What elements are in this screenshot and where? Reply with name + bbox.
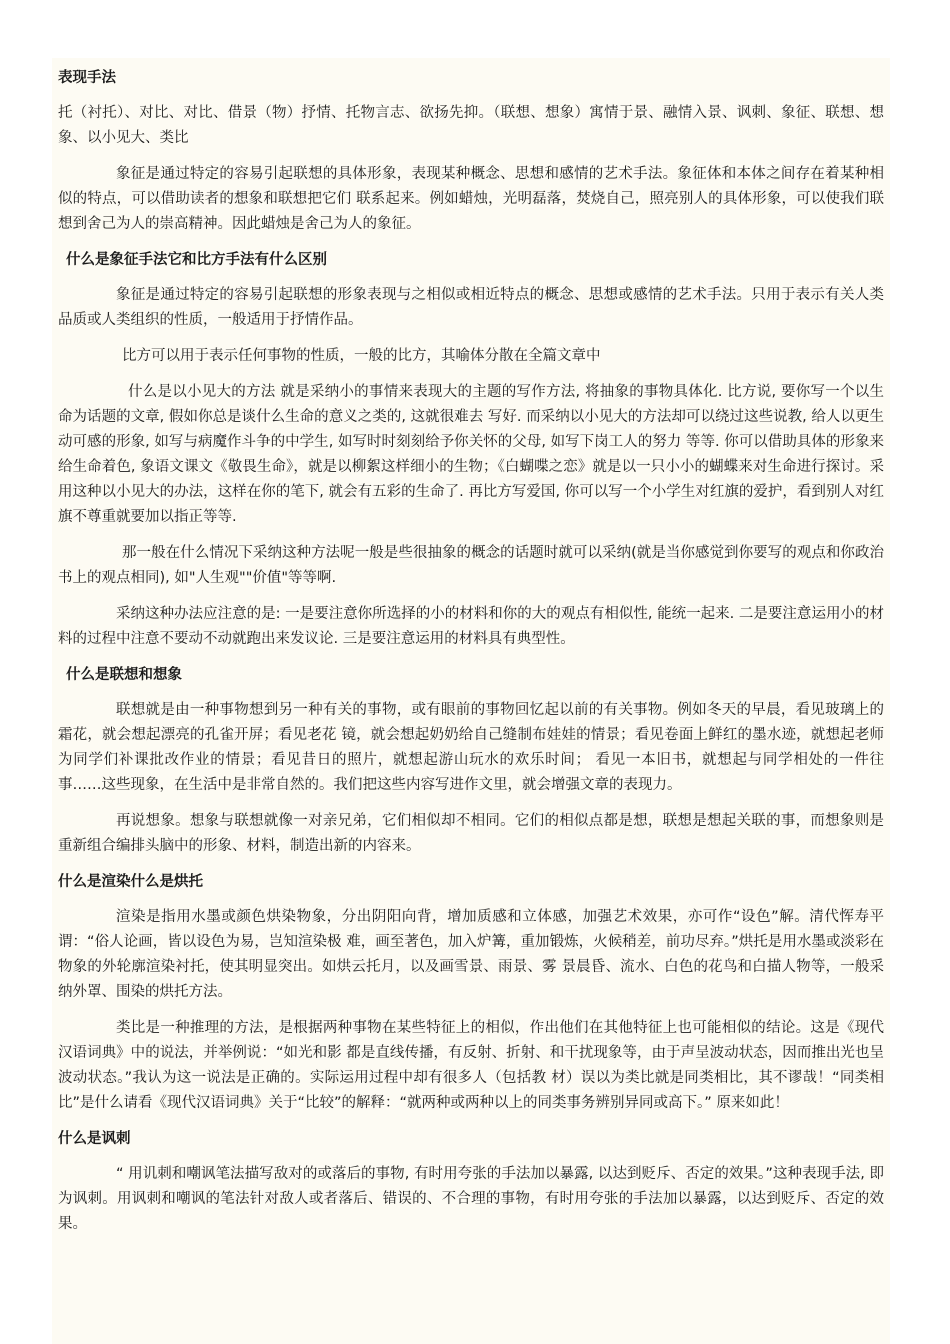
document-page <box>52 58 890 1344</box>
section-heading-association-imagination: 什么是联想和想象 <box>66 667 182 683</box>
paragraph-metaphor-usage: 比方可以用于表示任何事物的性质，一般的比方，其喻体分散在全篇文章中 <box>122 348 601 364</box>
paragraph-association: 联想就是由一种事物想到另一种有关的事物，或有眼前的事物回忆起以前的有关事物。例如冬天的早晨，看见玻璃上的霜花，就会想起漂亮的孔雀开屏；看见老花 镜，就会想起奶奶给自己缝制布娃娃的情景；看见卷面上鲜红的墨水迹，就想起老师为同学们补课批改作业的情景；看见昔日的照片，就想起游山玩水的欢乐时间； 看见一本旧书，就想起与同学相处的一件往事……这些现象，在生活中是非常自然的。我们把这些内容写进作文里，就会增强文章的表现力。 <box>58 702 884 793</box>
paragraph-analogy: 类比是一种推理的方法，是根据两种事物在某些特征上的相似，作出他们在其他特征上也可能相似的结论。这是《现代汉语词典》中的说法，并举例说：“如光和影 都是直线传播，有反射、折射、和干扰现象等，由于声呈波动状态，因而推出光也呈波动状态。”我认为这一说法是正确的。实际运用过程中却有很多人（包括教 材）误以为类比就是同类相比，其不谬哉！“同类相比”是什么请看《现代汉语词典》关于“比较”的解释：“就两种或两种以上的同类事务辨别异同或高下。” 原来如此！ <box>58 1020 884 1111</box>
section-heading-rendering: 什么是渲染什么是烘托 <box>58 874 203 890</box>
section-heading-symbolism-vs-metaphor: 什么是象征手法它和比方手法有什么区别 <box>66 252 327 268</box>
section-heading-satire: 什么是讽刺 <box>58 1131 131 1147</box>
section-heading-techniques: 表现手法 <box>58 70 116 86</box>
paragraph-satire: “ 用讥刺和嘲讽笔法描写敌对的或落后的事物, 有时用夸张的手法加以暴露, 以达到贬斥、否定的效果。”这种表现手法, 即为讽刺。用讽刺和嘲讽的笔法针对敌人或者落后、错误的、不合理的事物，有时用夸张的手法加以暴露，以达到贬斥、否定的效果。 <box>58 1166 884 1232</box>
paragraph-imagination: 再说想象。想象与联想就像一对亲兄弟，它们相似却不相同。它们的相似点都是想，联想是想起关联的事，而想象则是重新组合编排头脑中的形象、材料，制造出新的内容来。 <box>58 813 884 854</box>
paragraph-rendering: 渲染是指用水墨或颜色烘染物象，分出阴阳向背，增加质感和立体感，加强艺术效果，亦可作“设色”解。清代恽寿平谓：“俗人论画，皆以设色为易，岂知渲染极 难，画至著色，加入炉篝，重加锻炼，火候稍差，前功尽弃。”烘托是用水墨或淡彩在物象的外轮廓渲染衬托，使其明显突出。如烘云托月，以及画雪景、雨景、雾 景晨昏、流水、白色的花鸟和白描人物等，一般采纳外罩、围染的烘托方法。 <box>58 909 884 1000</box>
paragraph-symbolism-definition: 象征是通过特定的容易引起联想的具体形象，表现某种概念、思想和感情的艺术手法。象征体和本体之间存在着某种相似的特点，可以借助读者的想象和联想把它们 联系起来。例如蜡烛，光明磊落，焚烧自己，照亮别人的具体形象，可以使我们联想到舍己为人的崇高精神。因此蜡烛是舍己为人的象征。 <box>58 166 884 232</box>
paragraph-cautions: 采纳这种办法应注意的是: 一是要注意你所选择的小的材料和你的大的观点有相似性, 能统一起来. 二是要注意运用小的材料的过程中注意不要动不动就跑出来发议论. 三是要注意运用的材料具有典型性。 <box>58 606 884 647</box>
paragraph-small-to-big: 什么是以小见大的方法 就是采纳小的事情来表现大的主题的写作方法, 将抽象的事物具体化. 比方说, 要你写一个以生命为话题的文章, 假如你总是谈什么生命的意义之类的, 这就很难去 写好. 而采纳以小见大的方法却可以绕过这些说教, 给人以更生动可感的形象, 如写与病魔作斗争的中学生, 如写时时刻刻给予你关怀的父母, 如写下岗工人的努力 等等. 你可以借助具体的形象来给生命着色, 象语文课文《敬畏生命》，就是以柳絮这样细小的生物；《白蝴喋之恋》就是以一只小小的蝴蝶来对生命进行探讨。采 用这种以小见大的办法，这样在你的笔下, 就会有五彩的生命了. 再比方写爱国, 你可以写一个小学生对红旗的爱护，看到别人对红旗不尊重就要加以指正等等. <box>58 384 884 525</box>
paragraph-technique-list: 托（衬托）、对比、对比、借景（物）抒情、托物言志、欲扬先抑。（联想、想象）寓情于景、融情入景、讽刺、象征、联想、想象、以小见大、类比 <box>58 105 884 146</box>
paragraph-symbolism-usage: 象征是通过特定的容易引起联想的形象表现与之相似或相近特点的概念、思想或感情的艺术手法。只用于表示有关人类品质或人类组织的性质，一般适用于抒情作品。 <box>58 287 884 328</box>
paragraph-when-to-use: 那一般在什么情况下采纳这种方法呢一般是些很抽象的概念的话题时就可以采纳(就是当你感觉到你要写的观点和你政治书上的观点相同), 如"人生观""价值"等等啊. <box>58 545 884 586</box>
